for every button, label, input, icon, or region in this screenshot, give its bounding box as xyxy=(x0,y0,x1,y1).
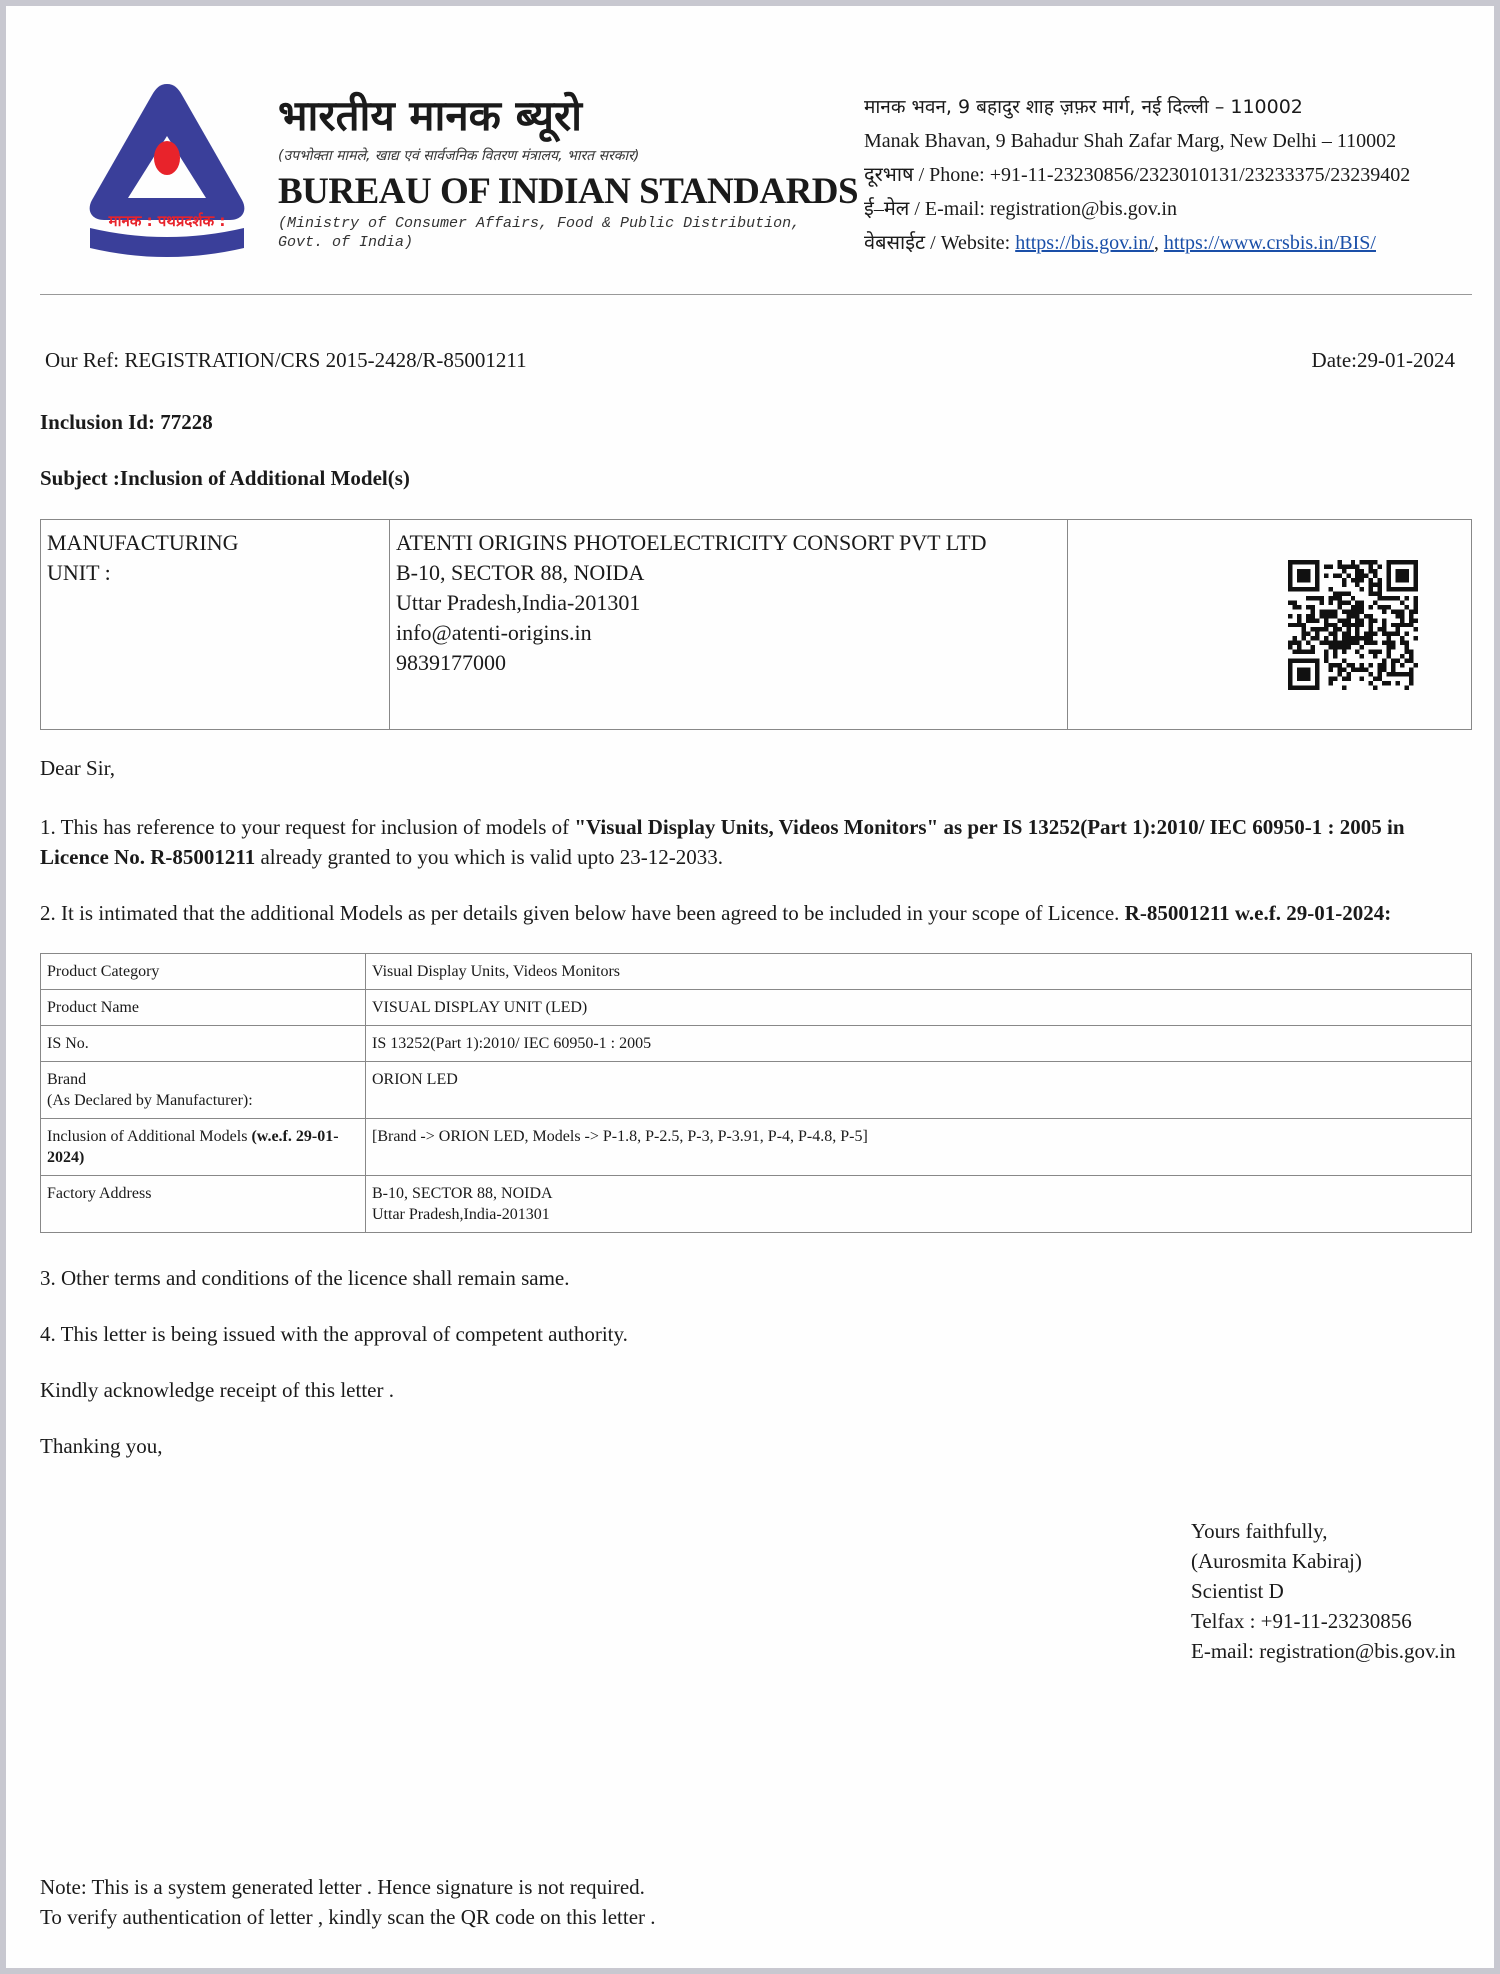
table-key: Product Name xyxy=(47,999,139,1016)
table-value: VISUAL DISPLAY UNIT (LED) xyxy=(372,999,588,1016)
company-name: ATENTI ORIGINS PHOTOELECTRICITY CONSORT PVT LTD xyxy=(396,530,987,555)
address-hindi: मानक भवन, 9 बहादुर शाह ज़फ़र मार्ग, नई दिल्ली – 110002 xyxy=(864,96,1303,118)
table-value-cell xyxy=(366,1062,1472,1119)
table-key-bold: (w.e.f. 29-01-2024) xyxy=(47,1128,339,1166)
table-key-cell xyxy=(41,1176,366,1233)
website-label: वेबसाईट / Website: xyxy=(864,232,1016,254)
website-line xyxy=(864,226,1410,260)
para2-bold: R-85001211 w.e.f. 29-01-2024: xyxy=(1124,901,1392,925)
company-address-2: Uttar Pradesh,India-201301 xyxy=(396,590,641,615)
org-title-hindi: भारतीय मानक ब्यूरो xyxy=(278,91,583,140)
qr-code-icon[interactable] xyxy=(1280,560,1426,690)
letter-date: Date:29-01-2024 xyxy=(1311,348,1455,372)
inclusion-id: Inclusion Id: 77228 xyxy=(40,410,213,434)
table-value: IS 13252(Part 1):2010/ IEC 60950-1 : 2005 xyxy=(372,1035,652,1052)
table-row xyxy=(41,1119,1472,1176)
table-row xyxy=(41,1062,1472,1119)
table-value: B-10, SECTOR 88, NOIDA xyxy=(372,1185,553,1202)
signatory-designation: Scientist D xyxy=(1191,1579,1284,1603)
website-link-bis[interactable]: https://bis.gov.in/ xyxy=(1015,232,1154,254)
table-value-line-2: Uttar Pradesh,India-201301 xyxy=(372,1206,550,1223)
manufacturing-unit-details xyxy=(390,520,1068,729)
table-key: Brand (As Declared by Manufacturer): xyxy=(47,1071,253,1109)
company-address-1: B-10, SECTOR 88, NOIDA xyxy=(396,560,645,585)
signatory-telfax: Telfax : +91-11-23230856 xyxy=(1191,1609,1412,1633)
paragraph-1 xyxy=(40,812,1472,872)
table-value-cell xyxy=(366,1119,1472,1176)
manufacturing-unit-table xyxy=(40,519,1472,730)
signatory-email: E-mail: registration@bis.gov.in xyxy=(1191,1639,1456,1663)
product-details-table xyxy=(40,953,1472,1233)
header-divider xyxy=(40,294,1472,295)
para2-text: 2. It is intimated that the additional Models as per details given below have been agreed to be included in your scope of Licence. xyxy=(40,901,1125,925)
note-line-2: To verify authentication of letter , kindly scan the QR code on this letter . xyxy=(40,1905,656,1929)
manufacturing-unit-label xyxy=(41,520,390,729)
contact-block xyxy=(864,90,1410,260)
signature-block xyxy=(1191,1516,1456,1666)
website-separator: , xyxy=(1153,232,1164,254)
org-title-english: BUREAU OF INDIAN STANDARDS xyxy=(278,171,859,212)
table-key-cell xyxy=(41,1119,366,1176)
table-value-cell xyxy=(366,990,1472,1026)
website-link-crsbis[interactable]: https://www.crsbis.in/BIS/ xyxy=(1163,232,1376,254)
paragraph-3: 3. Other terms and conditions of the licence shall remain same. xyxy=(40,1266,570,1290)
table-value: Visual Display Units, Videos Monitors xyxy=(372,963,621,980)
paragraph-4: 4. This letter is being issued with the approval of competent authority. xyxy=(40,1322,628,1346)
thanks-line: Thanking you, xyxy=(40,1434,163,1458)
qr-cell xyxy=(1068,520,1471,729)
letter-page xyxy=(6,6,1494,1968)
org-subtitle-english: (Ministry of Consumer Affairs, Food & Public Distribution, Govt. of India) xyxy=(278,215,801,251)
table-key: Inclusion of Additional Models xyxy=(47,1128,252,1145)
table-row xyxy=(41,954,1472,990)
logo-motto: मानक : पथप्रदर्शक : xyxy=(108,212,226,230)
company-phone: 9839177000 xyxy=(396,650,506,675)
mu-label-line1: MANUFACTURING xyxy=(47,530,239,555)
address-english: Manak Bhavan, 9 Bahadur Shah Zafar Marg, New Delhi – 110002 xyxy=(864,130,1397,152)
table-key-cell xyxy=(41,990,366,1026)
table-row xyxy=(41,990,1472,1026)
table-key: Product Category xyxy=(47,963,160,980)
note-line-1: Note: This is a system generated letter . Hence signature is not required. xyxy=(40,1875,645,1899)
table-value-cell xyxy=(366,954,1472,990)
signatory-name: (Aurosmita Kabiraj) xyxy=(1191,1549,1362,1573)
table-key-cell xyxy=(41,1062,366,1119)
mu-label-line2: UNIT : xyxy=(47,560,111,585)
phone-line: दूरभाष / Phone: +91-11-23230856/2323010131/23233375/23239402 xyxy=(864,164,1411,186)
table-row xyxy=(41,1176,1472,1233)
para1-text-a: 1. This has reference to your request for inclusion of models of xyxy=(40,815,575,839)
reference-number: Our Ref: REGISTRATION/CRS 2015-2428/R-85001211 xyxy=(45,348,527,372)
footer-note xyxy=(40,1872,656,1932)
table-key-cell xyxy=(41,954,366,990)
table-value-cell xyxy=(366,1026,1472,1062)
company-email: info@atenti-origins.in xyxy=(396,620,592,645)
table-key-cell xyxy=(41,1026,366,1062)
table-row xyxy=(41,1026,1472,1062)
table-key: Factory Address xyxy=(47,1185,152,1202)
table-value: ORION LED xyxy=(372,1071,458,1088)
table-value-cell xyxy=(366,1176,1472,1233)
acknowledge-line: Kindly acknowledge receipt of this letter . xyxy=(40,1378,394,1402)
subject-line: Subject :Inclusion of Additional Model(s) xyxy=(40,466,410,490)
bis-logo xyxy=(82,78,252,258)
table-value: [Brand -> ORION LED, Models -> P-1.8, P-2.5, P-3, P-3.91, P-4, P-4.8, P-5] xyxy=(372,1128,868,1145)
table-key: IS No. xyxy=(47,1035,89,1052)
paragraph-2 xyxy=(40,898,1472,928)
signature-closing: Yours faithfully, xyxy=(1191,1519,1328,1543)
salutation: Dear Sir, xyxy=(40,756,115,780)
para1-text-b: already granted to you which is valid upto 23-12-2033. xyxy=(255,845,723,869)
para1-bold: "Visual Display Units, Videos Monitors" as per IS 13252(Part 1):2010/ IEC 60950-1 : 2005 in Licence No. R-85001211 xyxy=(40,815,1405,869)
email-line: ई–मेल / E-mail: registration@bis.gov.in xyxy=(864,198,1177,220)
org-subtitle-hindi: (उपभोक्ता मामले, खाद्य एवं सार्वजनिक वितरण मंत्रालय, भारत सरकार) xyxy=(278,148,640,164)
